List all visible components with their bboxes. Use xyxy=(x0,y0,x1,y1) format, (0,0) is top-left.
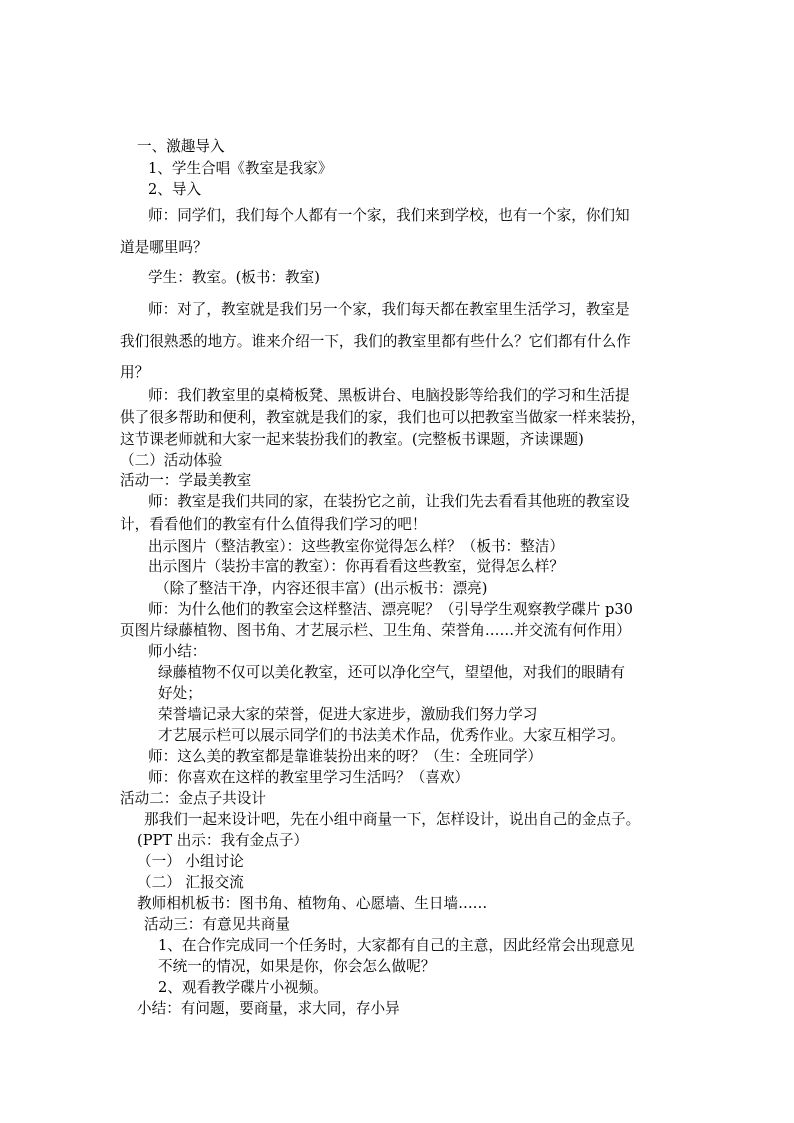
text-line: 用？ xyxy=(120,364,150,381)
activity-heading: 活动一：学最美教室 xyxy=(120,472,252,489)
activity-heading: 活动三：有意见共商量 xyxy=(144,916,290,933)
text-line: 计，看看他们的教室有什么值得我们学习的吧！ xyxy=(120,516,427,533)
text-line: （除了整洁干净，内容还很丰富）(出示板书：漂亮) xyxy=(155,580,488,597)
text-line: 出示图片（装扮丰富的教室）：你再看看这些教室，觉得怎么样？ xyxy=(148,558,564,575)
text-line: (PPT 出示：我有金点子） xyxy=(137,832,309,849)
text-line: 供了很多帮助和便利，教室就是我们的家，我们也可以把教室当做家一样来装扮， xyxy=(120,409,646,426)
text-line: 教师相机板书：图书角、植物角、心愿墙、生日墙…… xyxy=(137,895,488,912)
text-line: 页图片绿藤植物、图书角、才艺展示栏、卫生角、荣誉角……并交流有何作用） xyxy=(120,622,631,639)
text-line: 出示图片（整洁教室）：这些教室你觉得怎么样？（板书：整洁） xyxy=(148,538,564,555)
text-line: 荣誉墙记录大家的荣誉，促进大家进步，激励我们努力学习 xyxy=(158,706,538,723)
section-heading: （二）活动体验 xyxy=(120,452,223,469)
text-line: 那我们一起来设计吧，先在小组中商量一下，怎样设计，说出自己的金点子。 xyxy=(144,811,641,828)
text-line: （一） 小组讨论 xyxy=(137,853,244,870)
text-line: 师：对了，教室就是我们另一个家，我们每天都在教室里生活学习，教室是 xyxy=(148,301,630,318)
text-line: 师：同学们，我们每个人都有一个家，我们来到学校，也有一个家，你们知 xyxy=(148,207,630,224)
text-line: 师：我们教室里的桌椅板凳、黑板讲台、电脑投影等给我们的学习和生活提 xyxy=(148,387,630,404)
text-line: 学生：教室。(板书：教室) xyxy=(148,269,320,286)
text-line: 好处； xyxy=(158,685,202,702)
text-line: 师：这么美的教室都是靠谁装扮出来的呀？（生：全班同学） xyxy=(148,748,543,765)
text-line: 师小结： xyxy=(148,643,207,660)
text-line: 绿藤植物不仅可以美化教室，还可以净化空气，望望他，对我们的眼睛有 xyxy=(158,664,626,681)
section-heading: 一、激趣导入 xyxy=(137,138,225,155)
text-line: 2、观看教学碟片小视频。 xyxy=(158,979,328,996)
text-line: 我们很熟悉的地方。谁来介绍一下，我们的教室里都有些什么？它们都有什么作 xyxy=(120,333,631,350)
text-line: 小结：有问题，要商量，求大同，存小异 xyxy=(137,1000,400,1017)
text-line: 才艺展示栏可以展示同学们的书法美术作品，优秀作业。大家互相学习。 xyxy=(158,727,626,744)
text-line: （二） 汇报交流 xyxy=(137,874,244,891)
activity-heading: 活动二：金点子共设计 xyxy=(120,790,266,807)
text-line: 不统一的情况，如果是你，你会怎么做呢？ xyxy=(158,958,436,975)
text-line: 这节课老师就和大家一起来装扮我们的教室。(完整板书课题，齐读课题) xyxy=(120,431,584,448)
text-line: 道是哪里吗？ xyxy=(120,239,208,256)
text-line: 师：你喜欢在这样的教室里学习生活吗？（喜欢） xyxy=(148,769,470,786)
text-line: 1、在合作完成同一个任务时，大家都有自己的主意，因此经常会出现意见 xyxy=(158,937,635,954)
text-line: 2、导入 xyxy=(148,181,202,198)
text-line: 师：教室是我们共同的家，在装扮它之前，让我们先去看看其他班的教室设 xyxy=(148,493,630,510)
text-line: 师：为什么他们的教室会这样整洁、漂亮呢？（引导学生观察教学碟片 p30 xyxy=(148,601,633,618)
text-line: 1、学生合唱《教室是我家》 xyxy=(148,160,333,177)
